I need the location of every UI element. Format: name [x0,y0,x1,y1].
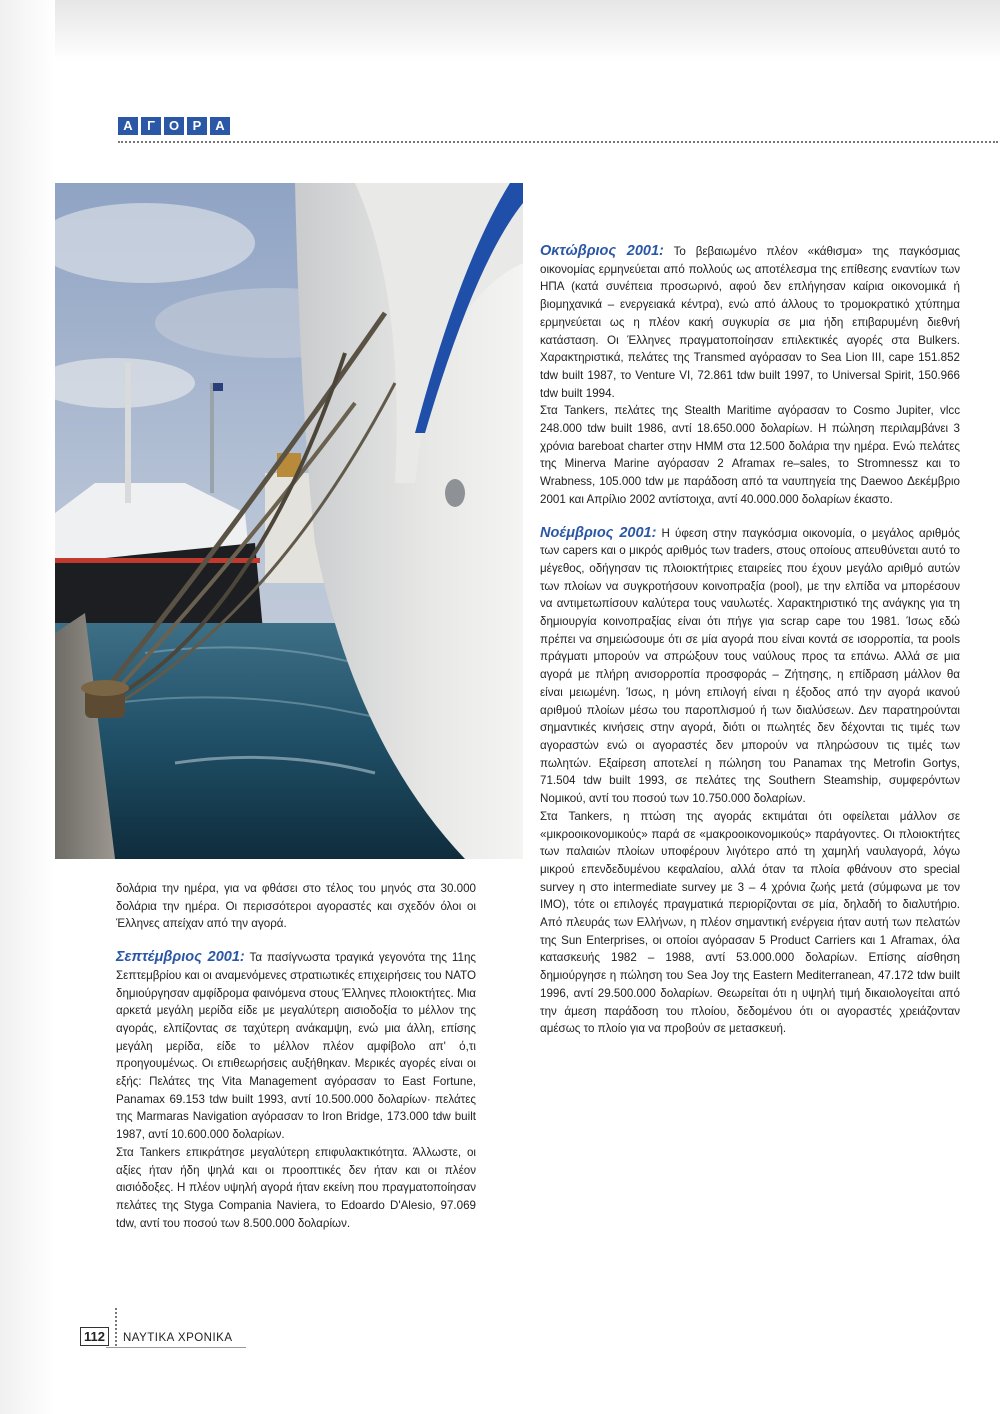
november-heading: Νοέμβριος 2001: [540,524,657,541]
ships-harbor-illustration [55,183,523,859]
september-text: Τα πασίγνωστα τραγικά γεγονότα της 11ης Σεπτεμβρίου και οι αναμενόμενες στρατιωτικές επιχειρήσεις του ΝΑΤΟ δημιούργησαν αμφίδρομα φαινόμενα στους Έλληνες πλοιοκτήτες. Μια αρκετά μεγάλη μερίδα είδε με μεγαλύτερη αισιοδοξία το μέλλον της αγοράς, ελπίζοντας σε ταχύτερη ανάκαμψη, ενώ μια άλλη, επίσης μεγάλη μερίδα, είδε το μέλλον πλέον αμφίβολο απ' ό,τι προηγουμένως. Οι επιθεωρήσεις αυξήθηκαν. Μερικές αγορές είναι οι εξής: Πελάτες της Vita Management αγόρασαν το East Fortune, Panamax 69.153 tdw built 1993, αντί 10.500.000 δολαρίων· πελάτες της Marmaras Navigation αγόρασαν το Iron Bridge, 173.000 tdw built 1987, αντί 10.600.000 δολαρίων. [116,951,476,1142]
october-heading: Οκτώβριος 2001: [540,243,664,259]
page-left-shadow [0,0,55,1414]
page-number: 112 [80,1327,109,1346]
section-letter: Ρ [187,117,207,135]
section-letter: Ο [164,117,184,135]
november-text: Η ύφεση στην παγκόσμια οικονομία, ο μεγάλος αριθμός των capers και ο μικρός αριθμός των traders, στους οποίους απευθύνεται αυτό το μέγεθος, οδήγησαν τις πλοιοκτήτριες εταιρείες που έχουν μεγάλο αριθμό αυτών των πλοίων να συγκροτήσουν κοινοπραξία (pool), με την ελπίδα να μπορέσουν να αντιμετωπίσουν καλύτερα τους ναυλωτές. Χαρακτηριστικό της ανάγκης για τη δημιουργία κοινοπραξίας είναι ότι πήγε για scrap cape του 1981. Ίσως εδώ πρέπει να σημειώσουμε ότι σε μία αγορά που είναι κοντά σε ισορροπία, τα pools πράγματι μπορούν να σπρώξουν τους ναύλους προς τα επάνω. Αλλά σε μια αγορά με πλήρη ανισορροπία προσφοράς – Ζήτησης, η επίδραση μάλλον θα είναι μειωμένη. Ίσως, η μόνη επιλογή είναι η έξοδος από την αγορά ικανού αριθμού πλοίων μέσω του παροπλισμού ή των διαλύσεων. Δεν παρατηρούνται σημαντικές κινήσεις στην αγορά, διότι οι πωλητές δεν δέχονται τις τιμές των αγοραστών ενώ οι αγοραστές δεν μπορούν να πληρώσουν τις τιμές των πωλητών. Εξαίρεση αποτελεί η πώληση του Panamax της Metrofin Gortys, 71.504 tdw built 1993, σε πελάτες της Southern Steamship, συμφερόντων Νομικού, αντί του ποσού των 10.750.000 δολαρίων. [540,526,960,806]
magazine-title: ΝΑΥΤΙΚΑ ΧΡΟΝΙΚΑ [122,1332,233,1344]
november-paragraph [540,525,960,808]
page-footer [80,1308,233,1346]
october-tankers-paragraph: Στα Tankers, πελάτες της Stealth Maritime αγόρασαν το Cosmo Jupiter, vlcc 248.000 tdw built 1986, αντί 18.650.000 δολαρίων. Η πώληση περιλαμβάνει 3 χρόνια bareboat charter στην ΗΜΜ στα 12.500 δολάρια την ημέρα. Ενώ πελάτες της Minerva Marine αγόρασαν 2 Aframax re–sales, το Stromnessz και το Wrabness, 105.000 tdw με παράδοση από τα ναυπηγεία της Daewoo Δεκέμβριο 2001 και Απρίλιο 2002 αντίστοιχα, αντί 40.000.000 δολαρίων έκαστο. [540,404,960,506]
ships-harbor-photo [55,183,523,859]
page-top-shadow [0,0,1000,62]
footer-dotted-divider [115,1308,117,1346]
right-column [540,243,960,1038]
section-letter: Γ [141,117,161,135]
header-dotted-rule [118,141,998,143]
october-paragraph [540,243,960,402]
september-tankers-paragraph: Στα Tankers επικράτησε μεγαλύτερη επιφυλακτικότητα. Άλλωστε, οι αξίες ήταν ήδη ψηλά και οι προοπτικές δεν ήταν και οι πλέον αισιόδοξες. Η πλέον υψηλή αγορά ήταν εκείνη που πραγματοποίησαν πελάτες της Styga Compania Naviera, το Edoardo D'Alesio, 97.069 tdw, αντί του ποσού των 8.500.000 δολαρίων. [116,1145,476,1230]
section-letter: Α [210,117,230,135]
october-text: Το βεβαιωμένο πλέον «κάθισμα» της παγκόσμιας οικονομίας ερμηνεύεται από πολλούς ως αποτέλεσμα της επίθεσης εναντίων των ΗΠΑ (κατά συνέπεια προσωρινό, αφού δεν επλήγησαν καίρια οικονομικά ή βιομηχανικά – ενεργειακά κέντρα), ενώ από άλλους το τρομοκρατικό χτύπημα ερμηνεύεται ως η πλέον κακή συγκυρία σε μια ήδη επιβαρυμένη διεθνή κατάσταση. Οι Έλληνες πραγματοποίησαν επιλεκτικές αγορές στα Bulkers. Χαρακτηριστικά, πελάτες της Transmed αγόρασαν το Sea Lion III, cape 151.852 tdw built 1987, το Venture VI, 72.861 tdw built 1997, το Universal Spirit, 150.966 tdw built 1994. [540,245,960,400]
section-letter: Α [118,117,138,135]
november-tankers-paragraph: Στα Tankers, η πτώση της αγοράς εκτιμάται ότι οφείλεται μάλλον σε «μικροοικονομικούς» παρά σε «μακροοικονομικούς» παράγοντες. Οι πλοιοκτήτες των παλαιών πλοίων υποφέρουν λιγότερο από τη χαμηλή ναυλαγορά, λόγω μικρού επενδεδυμένου κεφαλαίου, αλλά όταν τα πλοία φθάνουν στο special survey η στο intermediate survey με 3 – 4 χρόνια ζωής μετά (σύμφωνα με τον IMO), τότε οι επιλογές πραγματικά περιορίζονται σε μία, δηλαδή το διαλυτήριο. Από πλευράς των Ελλήνων, η πλέον σημαντική ενέργεια ήταν αυτή των πελατών της Sun Enterprises, οι οποίοι αγόρασαν 5 Product Carriers και 1 Aframax, όλα κατασκευής 1982 – 1988, αντί 53.000.000 δολαρίων. Επίσης αίσθηση δημιούργησε η πώληση του Sea Joy της Eastern Mediterranean, 47.172 tdw built 1996, αντί 29.500.000 δολαρίων. Θεωρείται ότι η υψηλή τιμή δικαιολογείται από την άμεση παράδοση του πλοίου, δεδομένου ότι οι αγοραστές χρειάζονταν αμέσως το πλοίο για να προβούν σε μετασκευή. [540,809,960,1036]
left-column [116,880,476,1232]
continuation-paragraph: δολάρια την ημέρα, για να φθάσει στο τέλος του μηνός στα 30.000 δολάρια την ημέρα. Οι περισσότεροι αγοραστές και σχεδόν όλοι οι Έλληνες απείχαν από την αγορά. [116,882,476,931]
footer-rule [106,1347,246,1348]
september-paragraph [116,949,476,1144]
september-heading: Σεπτέμβριος 2001: [116,949,245,966]
section-tag [118,117,230,135]
